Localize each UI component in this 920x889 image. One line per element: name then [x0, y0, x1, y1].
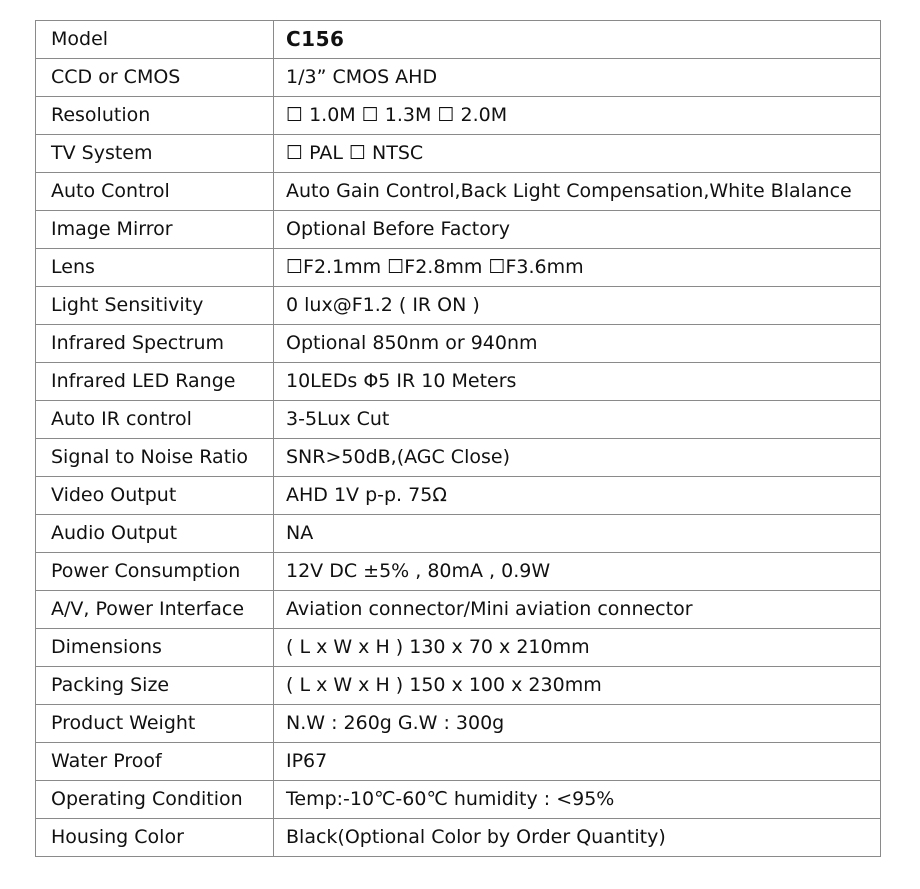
spec-value: 3-5Lux Cut [274, 401, 881, 439]
spec-label: Water Proof [36, 743, 274, 781]
table-row [36, 781, 881, 819]
spec-value-model: C156 [274, 21, 881, 59]
spec-value: 0 lux@F1.2 ( IR ON ) [274, 287, 881, 325]
spec-value: ( L x W x H ) 130 x 70 x 210mm [274, 629, 881, 667]
table-row [36, 59, 881, 97]
spec-label: Image Mirror [36, 211, 274, 249]
spec-label: Auto Control [36, 173, 274, 211]
spec-label: Infrared Spectrum [36, 325, 274, 363]
spec-value: Auto Gain Control,Back Light Compensation,White Blalance [274, 173, 881, 211]
spec-value: SNR>50dB,(AGC Close) [274, 439, 881, 477]
table-row [36, 515, 881, 553]
table-row [36, 553, 881, 591]
spec-value: IP67 [274, 743, 881, 781]
spec-label: Auto IR control [36, 401, 274, 439]
table-row [36, 21, 881, 59]
spec-label: Infrared LED Range [36, 363, 274, 401]
spec-value: Optional 850nm or 940nm [274, 325, 881, 363]
table-row [36, 705, 881, 743]
table-row [36, 591, 881, 629]
spec-label: Dimensions [36, 629, 274, 667]
spec-value: Aviation connector/Mini aviation connector [274, 591, 881, 629]
spec-label: Light Sensitivity [36, 287, 274, 325]
spec-value: 10LEDs Φ5 IR 10 Meters [274, 363, 881, 401]
spec-table [35, 20, 881, 857]
spec-value: ☐F2.1mm ☐F2.8mm ☐F3.6mm [274, 249, 881, 287]
spec-label: Operating Condition [36, 781, 274, 819]
table-row [36, 667, 881, 705]
table-row [36, 135, 881, 173]
spec-label: Housing Color [36, 819, 274, 857]
spec-label: Power Consumption [36, 553, 274, 591]
spec-label: Audio Output [36, 515, 274, 553]
table-row [36, 629, 881, 667]
spec-label: Lens [36, 249, 274, 287]
table-row [36, 477, 881, 515]
spec-value: Black(Optional Color by Order Quantity) [274, 819, 881, 857]
table-row [36, 287, 881, 325]
table-row [36, 173, 881, 211]
table-row [36, 363, 881, 401]
spec-label: Resolution [36, 97, 274, 135]
spec-value: N.W : 260g G.W : 300g [274, 705, 881, 743]
spec-label: Video Output [36, 477, 274, 515]
spec-value: Optional Before Factory [274, 211, 881, 249]
spec-value: ☐ 1.0M ☐ 1.3M ☐ 2.0M [274, 97, 881, 135]
spec-label: Packing Size [36, 667, 274, 705]
spec-label: CCD or CMOS [36, 59, 274, 97]
table-row [36, 819, 881, 857]
spec-value: ☐ PAL ☐ NTSC [274, 135, 881, 173]
table-row [36, 97, 881, 135]
spec-value: ( L x W x H ) 150 x 100 x 230mm [274, 667, 881, 705]
table-row [36, 211, 881, 249]
spec-value: AHD 1V p-p. 75Ω [274, 477, 881, 515]
table-row [36, 439, 881, 477]
table-row [36, 249, 881, 287]
table-row [36, 743, 881, 781]
spec-label: Signal to Noise Ratio [36, 439, 274, 477]
spec-value: NA [274, 515, 881, 553]
spec-label: Product Weight [36, 705, 274, 743]
table-row [36, 401, 881, 439]
table-row [36, 325, 881, 363]
spec-label: A/V, Power Interface [36, 591, 274, 629]
spec-label: TV System [36, 135, 274, 173]
spec-value: 1/3” CMOS AHD [274, 59, 881, 97]
spec-value: Temp:-10℃-60℃ humidity : <95% [274, 781, 881, 819]
spec-label: Model [36, 21, 274, 59]
spec-value: 12V DC ±5% , 80mA , 0.9W [274, 553, 881, 591]
